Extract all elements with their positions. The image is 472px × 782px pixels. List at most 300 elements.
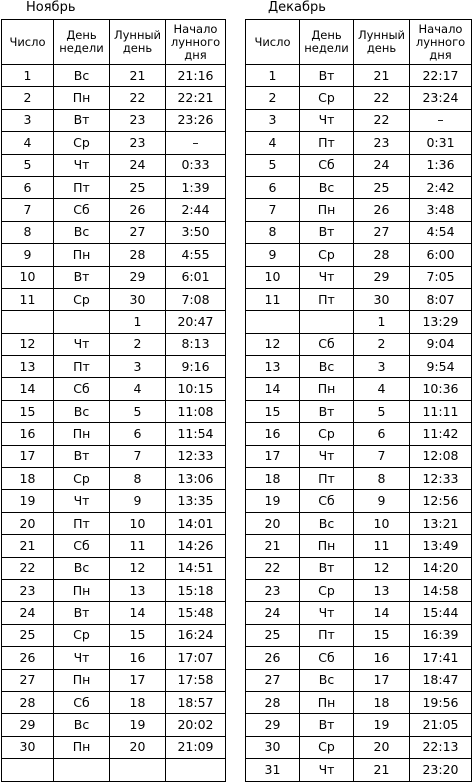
header-row [246,20,472,65]
cell-number: 20 [2,512,54,534]
header-row [2,20,226,65]
cell-weekday: Вт [54,445,110,467]
cell-weekday: Пт [54,512,110,534]
cell-start: 1:36 [410,154,472,176]
table-row [246,759,472,781]
cell-number: 4 [2,132,54,154]
cell-number: 24 [2,602,54,624]
cell-weekday: Вс [300,512,354,534]
cell-weekday [54,759,110,781]
cell-weekday: Сб [54,535,110,557]
cell-weekday: Чт [54,154,110,176]
table-row [246,423,472,445]
cell-lunar-day: 23 [110,132,166,154]
table-row [2,132,226,154]
cell-lunar-day: 28 [354,244,410,266]
cell-number: 31 [246,759,300,781]
cell-number: 10 [246,266,300,288]
cell-weekday: Пн [54,669,110,691]
cell-number: 27 [2,669,54,691]
table-row [246,221,472,243]
cell-start: 9:04 [410,333,472,355]
table-row [2,244,226,266]
cell-weekday: Пн [54,736,110,758]
cell-start: 16:39 [410,624,472,646]
cell-weekday: Вт [54,266,110,288]
cell-weekday: Чт [54,333,110,355]
cell-lunar-day: 12 [354,557,410,579]
cell-weekday: Вс [300,176,354,198]
table-row [246,176,472,198]
cell-number: 30 [2,736,54,758]
cell-lunar-day: 20 [354,736,410,758]
table-row [246,333,472,355]
cell-lunar-day: 24 [110,154,166,176]
cell-number: 26 [246,647,300,669]
cell-start: 8:07 [410,288,472,310]
cell-weekday: Ср [300,423,354,445]
cell-number: 26 [2,647,54,669]
cell-weekday: Ср [300,244,354,266]
cell-start: 15:44 [410,602,472,624]
cell-start: 0:33 [166,154,226,176]
table-row [2,624,226,646]
table-row [246,624,472,646]
cell-lunar-day: 23 [110,109,166,131]
cell-start: 2:42 [410,176,472,198]
table-row [246,691,472,713]
cell-start: 22:17 [410,65,472,87]
cell-start [166,759,226,781]
table-row [2,266,226,288]
cell-weekday: Чт [300,602,354,624]
cell-number: 4 [246,132,300,154]
cell-start: 4:54 [410,221,472,243]
cell-weekday: Вс [54,221,110,243]
table-row [2,176,226,198]
cell-start: 16:24 [166,624,226,646]
table-row [246,669,472,691]
cell-weekday: Сб [300,333,354,355]
november-body [2,65,226,782]
table-row [246,65,472,87]
table-row [2,445,226,467]
cell-start: 9:54 [410,356,472,378]
cell-weekday: Вс [300,356,354,378]
cell-lunar-day: 9 [110,490,166,512]
cell-weekday: Сб [54,691,110,713]
cell-start: 2:44 [166,199,226,221]
cell-number: 13 [2,356,54,378]
cell-lunar-day: 14 [354,602,410,624]
cell-weekday: Пн [300,691,354,713]
header-lunar-day: Лунный день [110,20,166,65]
cell-lunar-day: 4 [110,378,166,400]
table-row [246,109,472,131]
table-row [2,579,226,601]
cell-weekday: Чт [300,266,354,288]
table-row [2,714,226,736]
cell-start: 21:05 [410,714,472,736]
cell-number: 19 [246,490,300,512]
table-row [2,602,226,624]
cell-weekday: Пт [300,624,354,646]
table-row [246,132,472,154]
cell-lunar-day: 15 [354,624,410,646]
cell-start: 13:35 [166,490,226,512]
cell-lunar-day: 3 [354,356,410,378]
table-row [2,221,226,243]
cell-start: 13:06 [166,468,226,490]
cell-lunar-day: 16 [354,647,410,669]
cell-lunar-day: 15 [110,624,166,646]
cell-lunar-day: 21 [354,65,410,87]
cell-weekday: Вт [300,221,354,243]
table-row [246,557,472,579]
cell-start: 6:01 [166,266,226,288]
cell-number: 6 [2,176,54,198]
cell-start: 7:05 [410,266,472,288]
cell-lunar-day: 18 [354,691,410,713]
table-row [246,736,472,758]
cell-start: 17:07 [166,647,226,669]
cell-lunar-day: 8 [110,468,166,490]
cell-start: 12:08 [410,445,472,467]
cell-weekday: Вт [300,400,354,422]
cell-number: 25 [246,624,300,646]
table-row [2,669,226,691]
table-row [246,356,472,378]
table-row [2,311,226,333]
cell-lunar-day: 26 [110,199,166,221]
cell-number: 3 [246,109,300,131]
cell-lunar-day: 1 [110,311,166,333]
cell-number: 21 [2,535,54,557]
cell-lunar-day: 19 [354,714,410,736]
cell-start: – [166,132,226,154]
cell-start: 15:48 [166,602,226,624]
table-row [246,535,472,557]
header-weekday: День недели [54,20,110,65]
cell-start: 21:09 [166,736,226,758]
cell-number [2,759,54,781]
table-row [246,266,472,288]
cell-number: 5 [246,154,300,176]
cell-number: 17 [246,445,300,467]
cell-start: 11:08 [166,400,226,422]
cell-weekday: Пн [300,378,354,400]
cell-lunar-day: 5 [354,400,410,422]
cell-lunar-day: 4 [354,378,410,400]
cell-start: 13:29 [410,311,472,333]
cell-start: 17:58 [166,669,226,691]
december-body [246,65,472,782]
cell-number: 12 [246,333,300,355]
table-row [2,65,226,87]
cell-start: – [410,109,472,131]
table-row [246,199,472,221]
table-row [246,378,472,400]
cell-lunar-day: 27 [110,221,166,243]
cell-number: 29 [246,714,300,736]
table-row [2,400,226,422]
cell-lunar-day: 22 [110,87,166,109]
header-lunar-day: Лунный день [354,20,410,65]
cell-lunar-day: 1 [354,311,410,333]
cell-number: 6 [246,176,300,198]
cell-lunar-day: 30 [354,288,410,310]
cell-start: 14:58 [410,579,472,601]
cell-start: 14:26 [166,535,226,557]
header-weekday: День недели [300,20,354,65]
table-row [246,512,472,534]
table-row [2,154,226,176]
cell-weekday: Чт [300,109,354,131]
cell-weekday [54,311,110,333]
cell-number: 15 [2,400,54,422]
cell-number: 28 [2,691,54,713]
table-row [2,490,226,512]
cell-lunar-day: 20 [110,736,166,758]
cell-weekday: Вс [54,714,110,736]
cell-lunar-day: 13 [354,579,410,601]
cell-start: 20:02 [166,714,226,736]
cell-number: 8 [246,221,300,243]
table-row [246,602,472,624]
cell-weekday: Ср [54,132,110,154]
cell-number: 22 [2,557,54,579]
cell-lunar-day: 6 [354,423,410,445]
table-row [246,490,472,512]
cell-number: 29 [2,714,54,736]
cell-number [246,311,300,333]
cell-weekday: Пн [54,423,110,445]
cell-number: 25 [2,624,54,646]
cell-weekday: Вс [54,65,110,87]
cell-lunar-day: 17 [110,669,166,691]
table-row [246,714,472,736]
cell-lunar-day: 25 [110,176,166,198]
table-row [2,87,226,109]
cell-lunar-day: 13 [110,579,166,601]
cell-number: 16 [246,423,300,445]
cell-lunar-day: 30 [110,288,166,310]
table-row [2,557,226,579]
cell-start: 15:18 [166,579,226,601]
table-row [246,647,472,669]
cell-start: 13:49 [410,535,472,557]
cell-number: 14 [246,378,300,400]
table-row [246,311,472,333]
table-row [2,535,226,557]
cell-lunar-day: 11 [354,535,410,557]
table-row [246,445,472,467]
cell-start: 14:51 [166,557,226,579]
cell-start: 3:48 [410,199,472,221]
cell-weekday: Чт [300,445,354,467]
cell-weekday [300,311,354,333]
cell-number: 21 [246,535,300,557]
cell-weekday: Ср [54,624,110,646]
cell-weekday: Пт [54,356,110,378]
cell-number: 18 [2,468,54,490]
cell-number: 16 [2,423,54,445]
header-start: Начало лунного дня [166,20,226,65]
cell-start: 23:26 [166,109,226,131]
cell-weekday: Вт [300,65,354,87]
november-table [1,19,226,782]
table-row [2,423,226,445]
cell-weekday: Вт [300,557,354,579]
cell-number: 15 [246,400,300,422]
cell-weekday: Ср [300,87,354,109]
cell-start: 4:55 [166,244,226,266]
table-row [2,109,226,131]
cell-lunar-day: 18 [110,691,166,713]
cell-start: 17:41 [410,647,472,669]
cell-start: 6:00 [410,244,472,266]
cell-lunar-day: 16 [110,647,166,669]
cell-start: 22:21 [166,87,226,109]
cell-start: 14:20 [410,557,472,579]
table-row [246,154,472,176]
cell-lunar-day: 10 [354,512,410,534]
table-row [2,691,226,713]
cell-weekday: Ср [54,288,110,310]
cell-start: 14:01 [166,512,226,534]
cell-start: 18:47 [410,669,472,691]
cell-number: 7 [246,199,300,221]
cell-number: 23 [2,579,54,601]
table-row [2,378,226,400]
table-row [2,199,226,221]
table-row [2,333,226,355]
cell-start: 9:16 [166,356,226,378]
table-row [2,288,226,310]
cell-start: 13:21 [410,512,472,534]
cell-number: 12 [2,333,54,355]
month-title-november: Ноябрь [26,0,76,15]
cell-lunar-day: 22 [354,87,410,109]
cell-start: 10:36 [410,378,472,400]
cell-start: 3:50 [166,221,226,243]
table-row [2,759,226,781]
cell-lunar-day: 19 [110,714,166,736]
header-number: Число [2,20,54,65]
cell-weekday: Пт [54,176,110,198]
cell-lunar-day [110,759,166,781]
cell-weekday: Вс [54,400,110,422]
cell-number: 18 [246,468,300,490]
cell-lunar-day: 29 [354,266,410,288]
table-row [246,288,472,310]
cell-start: 18:57 [166,691,226,713]
cell-number: 20 [246,512,300,534]
cell-lunar-day: 24 [354,154,410,176]
cell-lunar-day: 23 [354,132,410,154]
table-row [2,468,226,490]
cell-number: 19 [2,490,54,512]
cell-lunar-day: 6 [110,423,166,445]
table-row [2,512,226,534]
cell-number [2,311,54,333]
cell-lunar-day: 29 [110,266,166,288]
cell-start: 22:13 [410,736,472,758]
cell-number: 27 [246,669,300,691]
cell-start: 11:54 [166,423,226,445]
cell-start: 11:11 [410,400,472,422]
cell-lunar-day: 10 [110,512,166,534]
table-row [2,356,226,378]
cell-weekday: Вт [54,109,110,131]
cell-lunar-day: 26 [354,199,410,221]
cell-start: 7:08 [166,288,226,310]
cell-start: 23:24 [410,87,472,109]
cell-number: 11 [246,288,300,310]
table-row [246,244,472,266]
cell-number: 22 [246,557,300,579]
table-row [246,400,472,422]
cell-weekday: Ср [300,579,354,601]
cell-lunar-day: 21 [354,759,410,781]
cell-weekday: Вт [54,602,110,624]
cell-start: 12:56 [410,490,472,512]
cell-start: 8:13 [166,333,226,355]
cell-start: 21:16 [166,65,226,87]
cell-weekday: Пн [54,87,110,109]
cell-number: 1 [246,65,300,87]
cell-lunar-day: 11 [110,535,166,557]
header-number: Число [246,20,300,65]
cell-lunar-day: 3 [110,356,166,378]
cell-number: 13 [246,356,300,378]
month-title-december: Декабрь [268,0,326,15]
cell-number: 8 [2,221,54,243]
cell-start: 12:33 [166,445,226,467]
cell-start: 0:31 [410,132,472,154]
cell-start: 20:47 [166,311,226,333]
cell-lunar-day: 5 [110,400,166,422]
cell-lunar-day: 28 [110,244,166,266]
cell-weekday: Вс [54,557,110,579]
cell-lunar-day: 2 [110,333,166,355]
cell-number: 5 [2,154,54,176]
cell-weekday: Пн [300,199,354,221]
cell-number: 11 [2,288,54,310]
cell-number: 3 [2,109,54,131]
cell-number: 24 [246,602,300,624]
december-table [245,19,472,782]
cell-weekday: Пн [300,535,354,557]
table-row [2,647,226,669]
cell-weekday: Сб [300,490,354,512]
cell-weekday: Чт [54,647,110,669]
cell-lunar-day: 7 [354,445,410,467]
cell-number: 9 [246,244,300,266]
cell-lunar-day: 21 [110,65,166,87]
cell-number: 23 [246,579,300,601]
cell-start: 10:15 [166,378,226,400]
cell-weekday: Ср [54,468,110,490]
table-row [246,468,472,490]
cell-lunar-day: 9 [354,490,410,512]
cell-number: 2 [2,87,54,109]
cell-weekday: Ср [300,736,354,758]
cell-lunar-day: 2 [354,333,410,355]
cell-lunar-day: 25 [354,176,410,198]
cell-start: 1:39 [166,176,226,198]
cell-number: 28 [246,691,300,713]
